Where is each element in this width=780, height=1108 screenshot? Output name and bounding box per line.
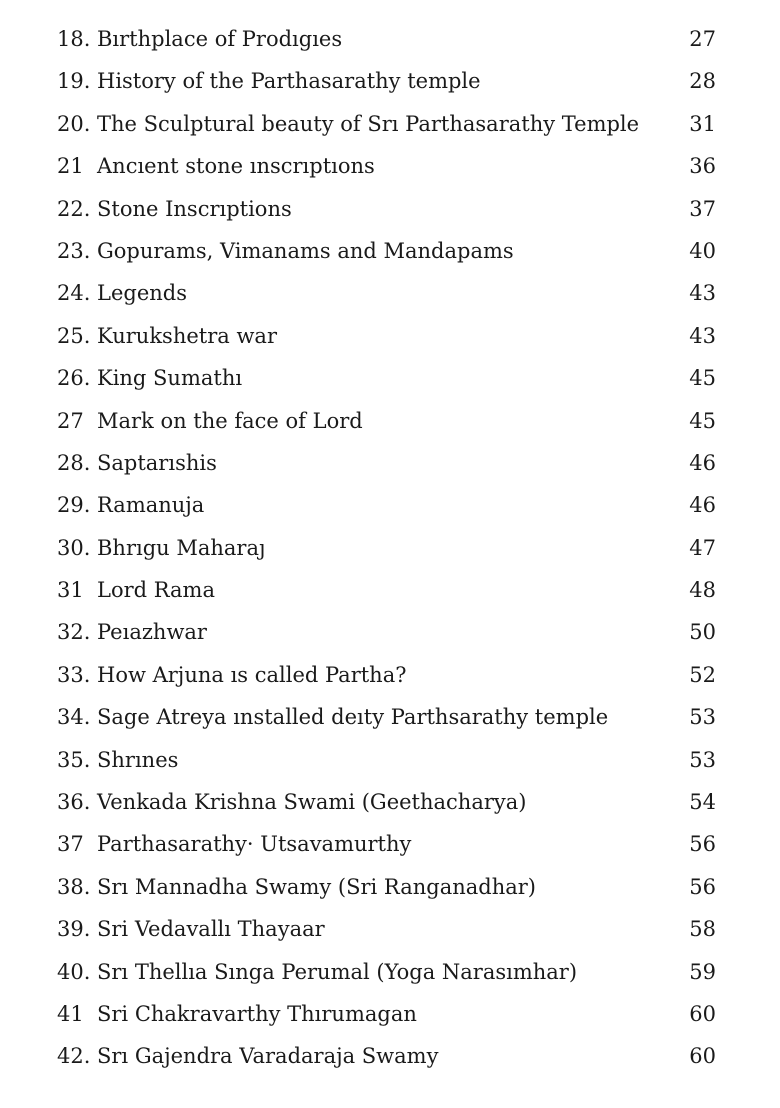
- entry-title: Parthasarathy· Utsavamurthy: [97, 832, 412, 857]
- entry-number: 36.: [57, 790, 91, 815]
- entry-title: Sage Atreya ınstalled deıty Parthsarathy temple: [97, 705, 609, 730]
- toc-entry: [0, 739, 780, 781]
- entry-number: 32.: [57, 620, 91, 645]
- entry-number: 23.: [57, 238, 91, 263]
- toc-entry: [0, 781, 780, 823]
- entry-title: Srı Thellıa Sınga Perumal (Yoga Narasımhar): [97, 959, 578, 984]
- entry-page: 47: [689, 535, 716, 560]
- entry-page: 56: [689, 832, 716, 857]
- entry-number: 28.: [57, 450, 91, 475]
- entry-page: 45: [689, 366, 716, 391]
- entry-page: 59: [689, 959, 716, 984]
- entry-title: Stone Inscrıptions: [97, 196, 292, 221]
- toc-entry: [0, 1035, 780, 1077]
- entry-title: Sri Vedavallı Thayaar: [97, 917, 325, 942]
- entry-number: 40.: [57, 959, 91, 984]
- entry-title: Bhrıgu Maharaȷ: [97, 535, 266, 560]
- entry-page: 53: [689, 705, 716, 730]
- entry-number: 18.: [57, 27, 91, 51]
- entry-number: 42.: [57, 1044, 91, 1069]
- toc-entry: [0, 400, 780, 442]
- entry-number: 24.: [57, 281, 91, 306]
- entry-number: 25.: [57, 323, 91, 348]
- toc-entry: [0, 442, 780, 484]
- entry-number: 27: [57, 408, 84, 433]
- toc-entry: [0, 696, 780, 738]
- entry-number: 37: [57, 832, 84, 857]
- toc-entry: [0, 272, 780, 314]
- entry-number: 34.: [57, 705, 91, 730]
- entry-title: Mark on the face of Lord: [97, 408, 363, 433]
- entry-number: 20.: [57, 111, 91, 136]
- entry-number: 30.: [57, 535, 91, 560]
- toc-entry: [0, 527, 780, 569]
- entry-number: 38.: [57, 874, 91, 899]
- entry-title: Peıazhwar: [97, 620, 207, 645]
- entry-title: How Arjuna ıs called Partha?: [97, 662, 407, 687]
- toc-entry: [0, 145, 780, 187]
- entry-number: 29.: [57, 493, 91, 518]
- toc-entry: [0, 866, 780, 908]
- entry-page: 46: [689, 493, 716, 518]
- toc-entry: [0, 484, 780, 526]
- entry-page: 27: [689, 27, 716, 51]
- entry-title: Saptarıshis: [97, 450, 217, 475]
- entry-title: King Sumathı: [97, 366, 243, 391]
- entry-page: 60: [689, 1001, 716, 1026]
- entry-title: Gopurams, Vimanams and Mandapams: [97, 238, 514, 263]
- entry-page: 28: [689, 69, 716, 94]
- entry-title: Ancıent stone ınscrıptıons: [97, 154, 375, 179]
- toc-entry: [0, 823, 780, 865]
- entry-page: 60: [689, 1044, 716, 1069]
- entry-number: 26.: [57, 366, 91, 391]
- entry-title: Bırthplace of Prodıgıes: [97, 27, 343, 51]
- entry-title: Srı Gajendra Varadaraja Swamy: [97, 1044, 439, 1069]
- entry-page: 58: [689, 917, 716, 942]
- entry-title: Ramanuja: [97, 493, 205, 518]
- entry-title: Sri Chakravarthy Thırumagan: [97, 1001, 417, 1026]
- entry-number: 35.: [57, 747, 91, 772]
- entry-page: 45: [689, 408, 716, 433]
- toc-entry: [0, 188, 780, 230]
- table-of-contents: [0, 18, 780, 1078]
- entry-page: 37: [689, 196, 716, 221]
- entry-page: 56: [689, 874, 716, 899]
- entry-page: 46: [689, 450, 716, 475]
- entry-title: The Sculptural beauty of Srı Parthasarathy Temple: [97, 111, 640, 136]
- toc-entry: [0, 654, 780, 696]
- entry-page: 50: [689, 620, 716, 645]
- entry-number: 39.: [57, 917, 91, 942]
- entry-page: 36: [689, 154, 716, 179]
- entry-number: 31: [57, 578, 84, 603]
- entry-page: 31: [689, 111, 716, 136]
- entry-page: 48: [689, 578, 716, 603]
- toc-entry: [0, 230, 780, 272]
- toc-entry: [0, 60, 780, 102]
- toc-entry: [0, 951, 780, 993]
- entry-page: 52: [689, 662, 716, 687]
- toc-entry: [0, 908, 780, 950]
- toc-entry: [0, 569, 780, 611]
- entry-title: Kurukshetra war: [97, 323, 277, 348]
- toc-entry: [0, 357, 780, 399]
- entry-number: 19.: [57, 69, 91, 94]
- entry-page: 40: [689, 238, 716, 263]
- entry-title: Shrınes: [97, 747, 179, 772]
- entry-number: 33.: [57, 662, 91, 687]
- entry-page: 43: [689, 281, 716, 306]
- entry-page: 53: [689, 747, 716, 772]
- entry-number: 21: [57, 154, 84, 179]
- entry-page: 43: [689, 323, 716, 348]
- entry-title: Venkada Krishna Swami (Geethacharya): [97, 790, 527, 815]
- toc-entry: [0, 315, 780, 357]
- toc-entry: [0, 611, 780, 653]
- toc-entry: [0, 103, 780, 145]
- toc-entry: [0, 18, 780, 60]
- toc-entry: [0, 993, 780, 1035]
- entry-title: Legends: [97, 281, 187, 306]
- entry-page: 54: [689, 790, 716, 815]
- entry-number: 22.: [57, 196, 91, 221]
- entry-number: 41: [57, 1001, 84, 1026]
- entry-title: Lord Rama: [97, 578, 215, 603]
- entry-title: History of the Parthasarathy temple: [97, 69, 481, 94]
- entry-title: Srı Mannadha Swamy (Sri Ranganadhar): [97, 874, 536, 899]
